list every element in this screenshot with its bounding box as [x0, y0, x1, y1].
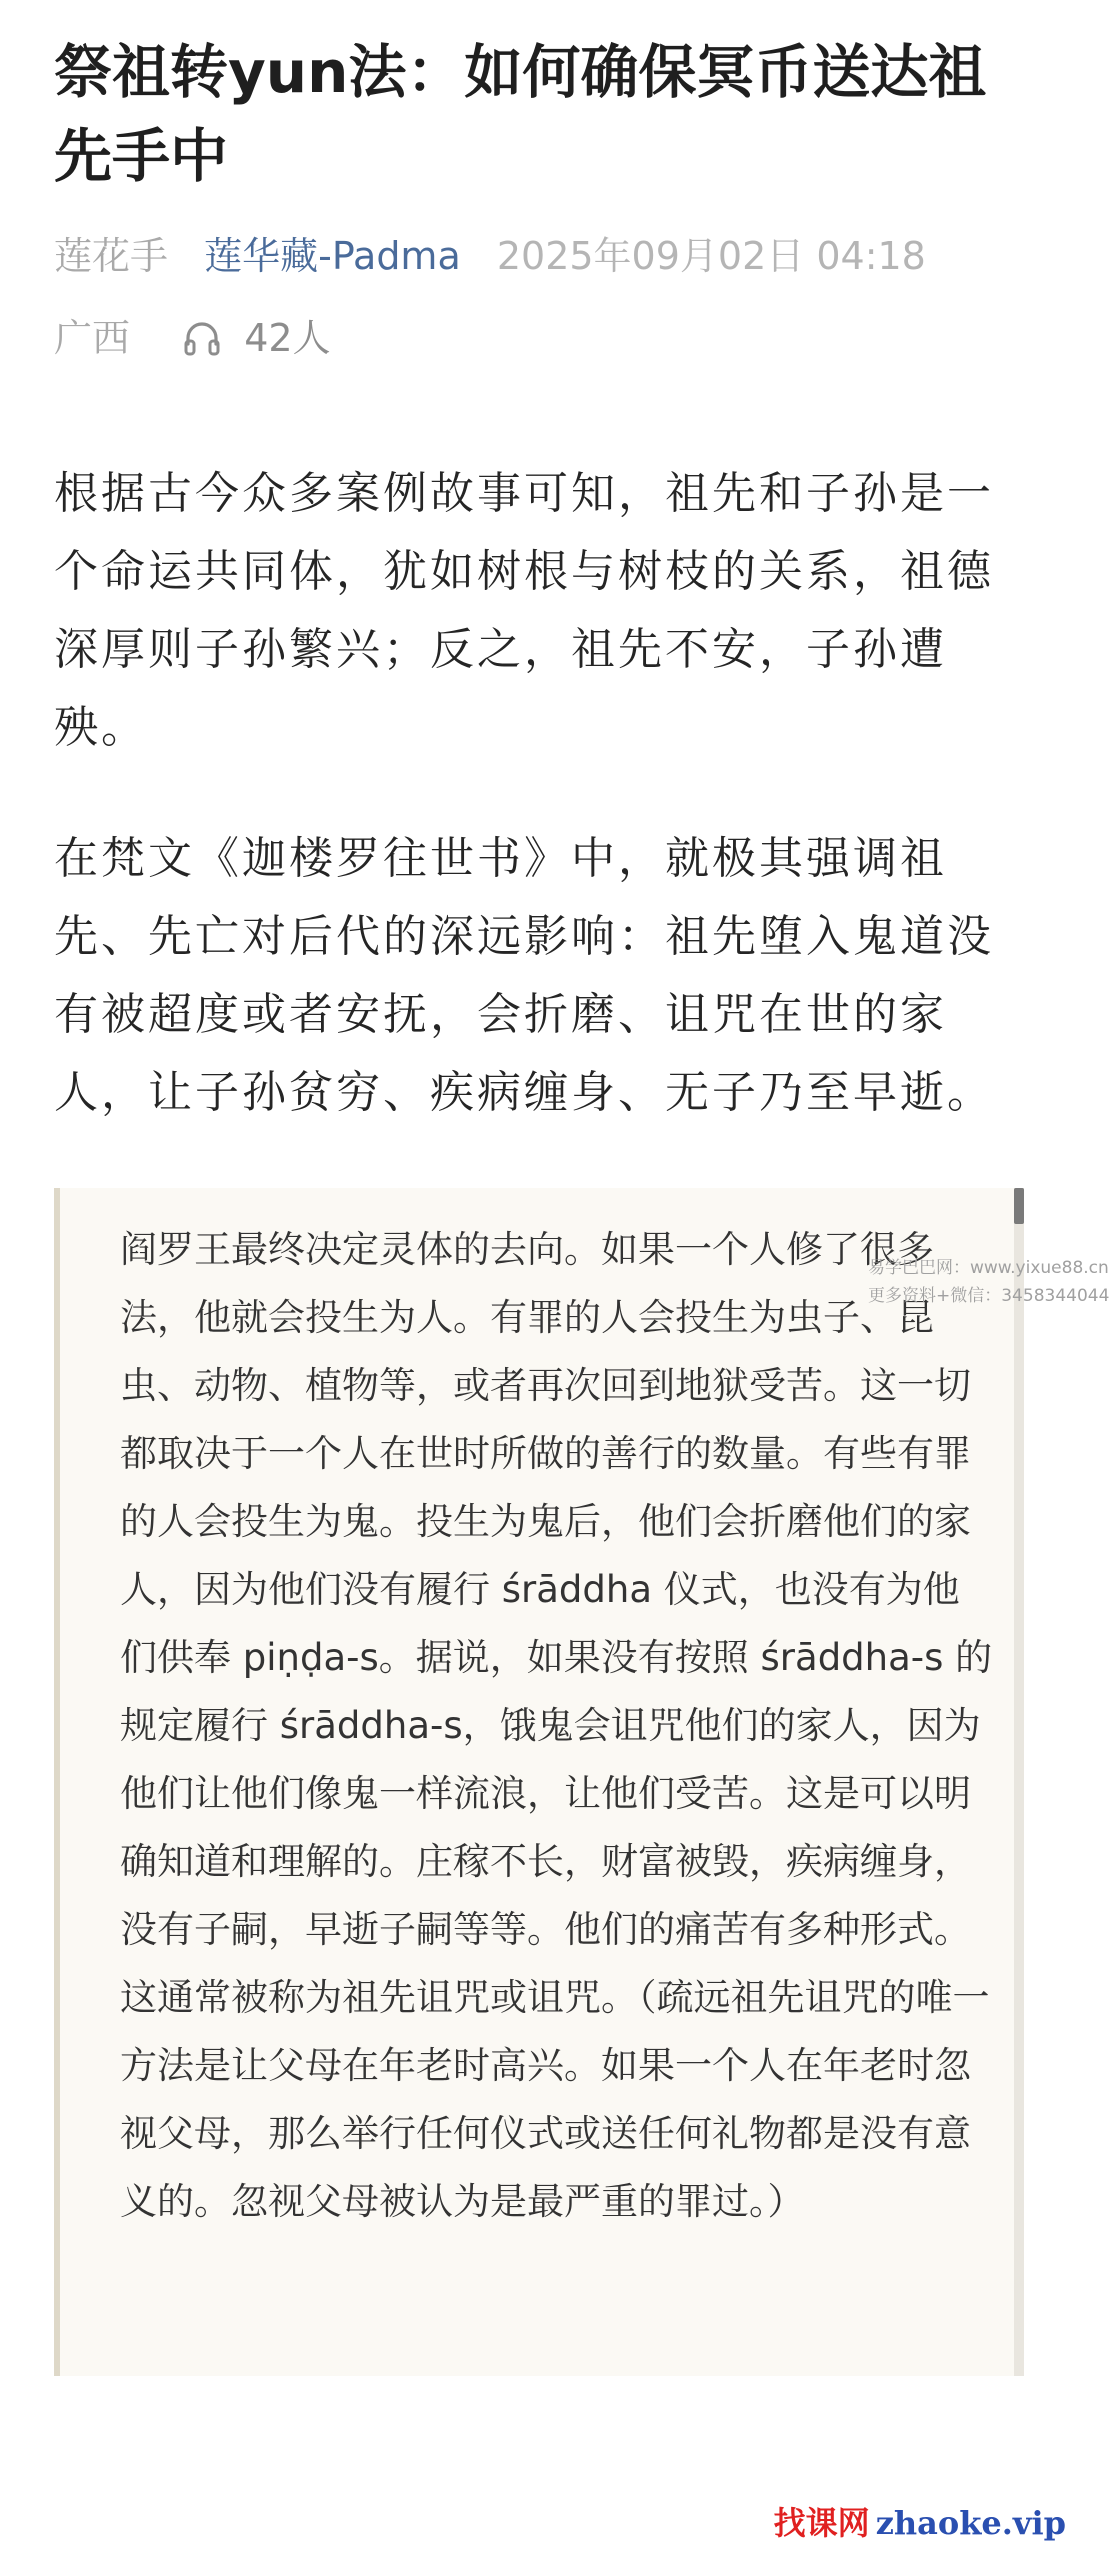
article-paragraph-2: 在梵文《迦楼罗往世书》中，就极其强调祖先、先亡对后代的深远影响：祖先堕入鬼道没有被超度或者安抚，会折磨、诅咒在世的家人，让子孙贫穷、疾病缠身、无子乃至早逝。 [54, 833, 994, 1118]
listener-count: 42人 [244, 316, 331, 360]
brand-name: 找课网 [773, 2504, 870, 2542]
watermark-line-2: 更多资料+微信：3458344044 [868, 1286, 1109, 1306]
footer-brand-watermark [774, 2500, 1066, 2546]
article-meta-secondary [54, 310, 331, 366]
quote-scrollbar-thumb[interactable] [1014, 1188, 1024, 1224]
author-name[interactable]: 莲花手 [54, 234, 169, 278]
brand-url: zhaoke.vip [875, 2504, 1066, 2542]
headphones-icon[interactable] [182, 317, 222, 357]
article-title: 祭祖转yun法：如何确保冥币送达祖先手中 [54, 38, 987, 190]
publish-location: 广西 [54, 316, 131, 360]
quoted-screenshot [54, 1188, 1024, 2376]
article-meta [54, 228, 926, 284]
article-paragraph-1: 根据古今众多案例故事可知，祖先和子孙是一个命运共同体，犹如树根与树枝的关系，祖德深厚则子孙繁兴；反之，祖先不安，子孙遭殃。 [54, 468, 994, 753]
account-link[interactable]: 莲华藏-Padma [204, 234, 461, 278]
quoted-text: 阎罗王最终决定灵体的去向。如果一个人修了很多法，他就会投生为人。有罪的人会投生为虫子、昆虫、动物、植物等，或者再次回到地狱受苦。这一切都取决于一个人在世时所做的善行的数量。有些有罪的人会投生为鬼。投生为鬼后，他们会折磨他们的家人，因为他们没有履行 śrāddha 仪式，也没有为他们供奉 piṇḍa-s。据说，如果没有按照 śrāddha-s 的规定履行 śrāddha-s，饿鬼会诅咒他们的家人，因为他们让他们像鬼一样流浪，让他们受苦。这是可以明确知道和理解的。庄稼不长，财富被毁，疾病缠身，没有子嗣，早逝子嗣等等。他们的痛苦有多种形式。这通常被称为祖先诅咒或诅咒。（疏远祖先诅咒的唯一方法是让父母在年老时高兴。如果一个人在年老时忽视父母，那么举行任何仪式或送任何礼物都是没有意义的。忽视父母被认为是最严重的罪过。） [120, 1228, 993, 2223]
publish-date: 2025年09月02日 04:18 [496, 234, 926, 278]
watermark-line-1: 易学巴巴网：www.yixue88.cn [868, 1258, 1109, 1278]
quote-scrollbar[interactable] [1014, 1188, 1024, 2376]
